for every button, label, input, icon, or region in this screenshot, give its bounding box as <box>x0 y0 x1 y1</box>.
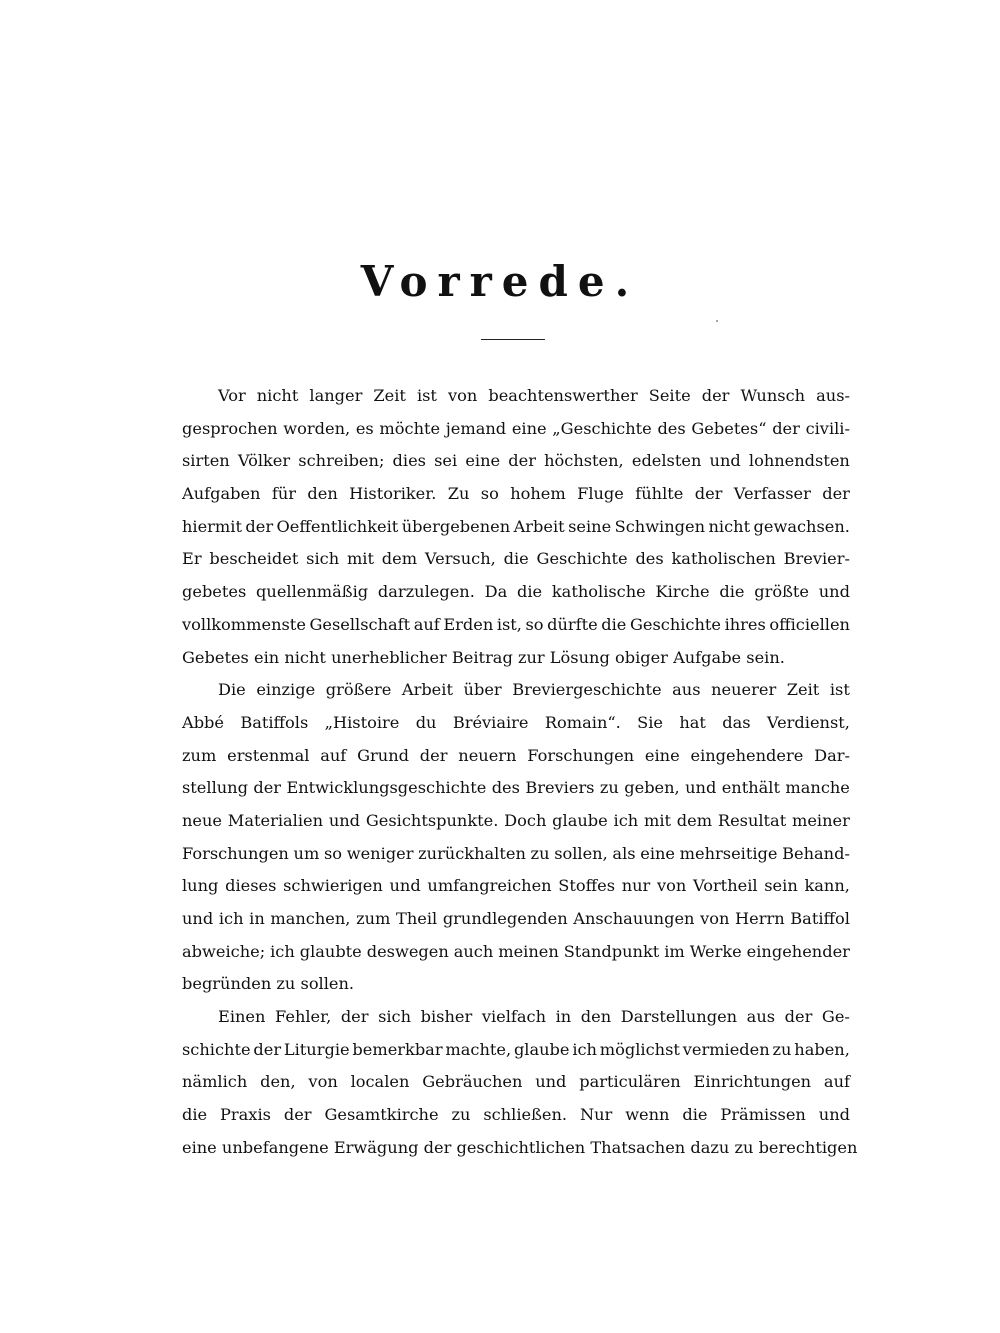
text-line: zum erstenmal auf Grund der neuern Forschungen eine eingehendere Dar- <box>182 745 850 765</box>
text-line: Aufgaben für den Historiker. Zu so hohem Fluge fühlte der Verfasser der <box>182 484 850 504</box>
text-line: Forschungen um so weniger zurückhalten zu sollen, als eine mehrseitige Behand- <box>182 843 850 863</box>
paragraph <box>182 674 850 1001</box>
text-line: stellung der Entwicklungsgeschichte des Breviers zu geben, und enthält manche <box>182 778 850 798</box>
text-line: Abbé Batiffols „Histoire du Bréviaire Romain“. Sie hat das Verdienst, <box>182 712 850 732</box>
text-line: schichte der Liturgie bemerkbar machte, glaube ich möglichst vermieden zu haben, <box>182 1039 850 1059</box>
text-line: Er bescheidet sich mit dem Versuch, die Geschichte des katholischen Brevier- <box>182 549 850 569</box>
text-line: Einen Fehler, der sich bisher vielfach in den Darstellungen aus der Ge- <box>218 1007 850 1027</box>
text-line: gebetes quellenmäßig darzulegen. Da die katholische Kirche die größte und <box>182 582 850 602</box>
text-line: sirten Völker schreiben; dies sei eine der höchsten, edelsten und lohnendsten <box>182 451 850 471</box>
print-speck <box>716 320 718 322</box>
text-line: neue Materialien und Gesichtspunkte. Doch glaube ich mit dem Resultat meiner <box>182 810 850 830</box>
paragraph <box>182 1001 858 1164</box>
text-line: abweiche; ich glaubte deswegen auch meinen Standpunkt im Werke eingehender <box>182 941 850 961</box>
text-line: begründen zu sollen. <box>182 974 355 994</box>
text-line: hiermit der Oeffentlichkeit übergebenen Arbeit seine Schwingen nicht gewachsen. <box>182 516 850 536</box>
title-divider <box>481 339 545 340</box>
text-line: gesprochen worden, es möchte jemand eine „Geschichte des Gebetes“ der civili- <box>182 418 850 438</box>
text-line: eine unbefangene Erwägung der geschichtlichen Thatsachen dazu zu berechtigen <box>182 1137 858 1157</box>
text-line: und ich in manchen, zum Theil grundlegenden Anschauungen von Herrn Batiffol <box>182 909 850 928</box>
text-line: vollkommenste Gesellschaft auf Erden ist, so dürfte die Geschichte ihres officiellen <box>182 614 850 634</box>
text-line: die Praxis der Gesamtkirche zu schließen. Nur wenn die Prämissen und <box>182 1105 850 1125</box>
text-line: Gebetes ein nicht unerheblicher Beitrag zur Lösung obiger Aufgabe sein. <box>182 647 785 667</box>
text-line: nämlich den, von localen Gebräuchen und particulären Einrichtungen auf <box>182 1072 850 1092</box>
paragraph <box>182 380 850 674</box>
text-line: Vor nicht langer Zeit ist von beachtenswerther Seite der Wunsch aus- <box>218 386 850 405</box>
page-title: Vorrede. <box>360 257 640 306</box>
text-line: lung dieses schwierigen und umfangreichen Stoffes nur von Vortheil sein kann, <box>182 876 850 896</box>
body-text <box>182 380 858 1165</box>
text-line: Die einzige größere Arbeit über Breviergeschichte aus neuerer Zeit ist <box>218 680 850 700</box>
